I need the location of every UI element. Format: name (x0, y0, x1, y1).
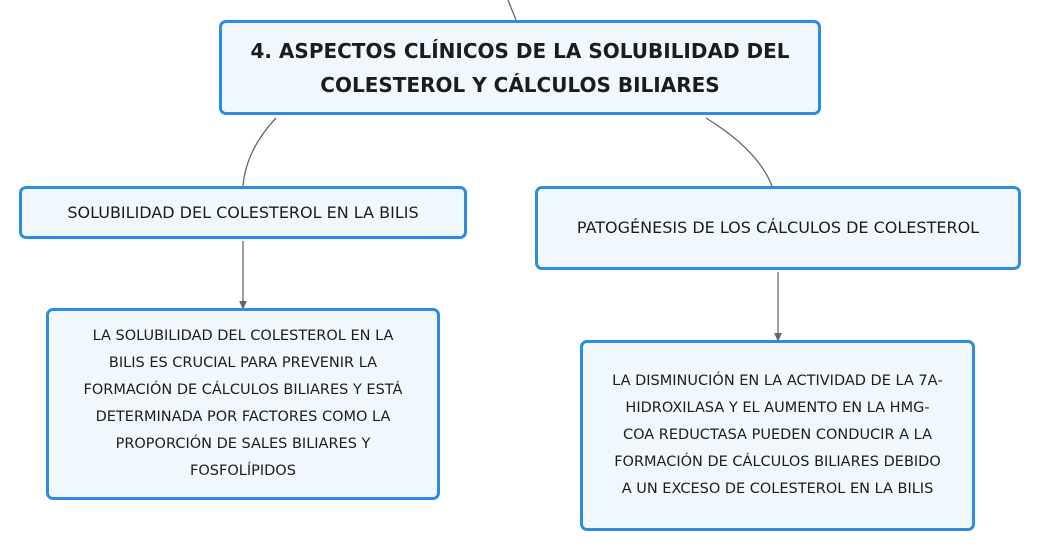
detail-solubility-line: PROPORCIÓN DE SALES BILIARES Y (115, 436, 371, 452)
root-topic-title (250, 34, 789, 102)
detail-solubility-line: LA SOLUBILIDAD DEL COLESTEROL EN LA (92, 328, 394, 344)
detail-solubility-line: BILIS ES CRUCIAL PARA PREVENIR LA (108, 355, 378, 371)
detail-pathogenesis-line: A UN EXCESO DE COLESTEROL EN LA BILIS (621, 481, 934, 497)
detail-solubility-text (84, 323, 403, 485)
root-topic-node[interactable] (219, 20, 821, 115)
detail-solubility-line: FORMACIÓN DE CÁLCULOS BILIARES Y ESTÁ (83, 382, 403, 398)
subtopic-solubility-node[interactable] (19, 186, 467, 239)
detail-solubility-node[interactable] (46, 308, 440, 500)
connector-parent-to-root (508, 0, 516, 20)
detail-pathogenesis-text (612, 368, 943, 503)
detail-solubility-line: DETERMINADA POR FACTORES COMO LA (95, 409, 391, 425)
connector-root-to-solubility (243, 118, 276, 186)
subtopic-pathogenesis-label: PATOGÉNESIS DE LOS CÁLCULOS DE COLESTEROL (576, 218, 980, 237)
connector-root-to-pathogenesis (706, 118, 772, 186)
detail-pathogenesis-line: COA REDUCTASA PUEDEN CONDUCIR A LA (622, 427, 932, 443)
root-topic-title-line-1: 4. ASPECTOS CLÍNICOS DE LA SOLUBILIDAD DEL (250, 38, 790, 63)
subtopic-pathogenesis-node[interactable] (535, 186, 1021, 270)
detail-pathogenesis-line: HIDROXILASA Y EL AUMENTO EN LA HMG- (625, 400, 930, 416)
detail-solubility-line: FOSFOLÍPIDOS (190, 463, 296, 479)
root-topic-title-line-2: COLESTEROL Y CÁLCULOS BILIARES (320, 72, 720, 97)
detail-pathogenesis-line: LA DISMINUCIÓN EN LA ACTIVIDAD DE LA 7Α- (612, 373, 943, 389)
detail-pathogenesis-node[interactable] (580, 340, 975, 531)
subtopic-solubility-label: SOLUBILIDAD DEL COLESTEROL EN LA BILIS (67, 202, 419, 222)
detail-pathogenesis-line: FORMACIÓN DE CÁLCULOS BILIARES DEBIDO (614, 454, 941, 470)
